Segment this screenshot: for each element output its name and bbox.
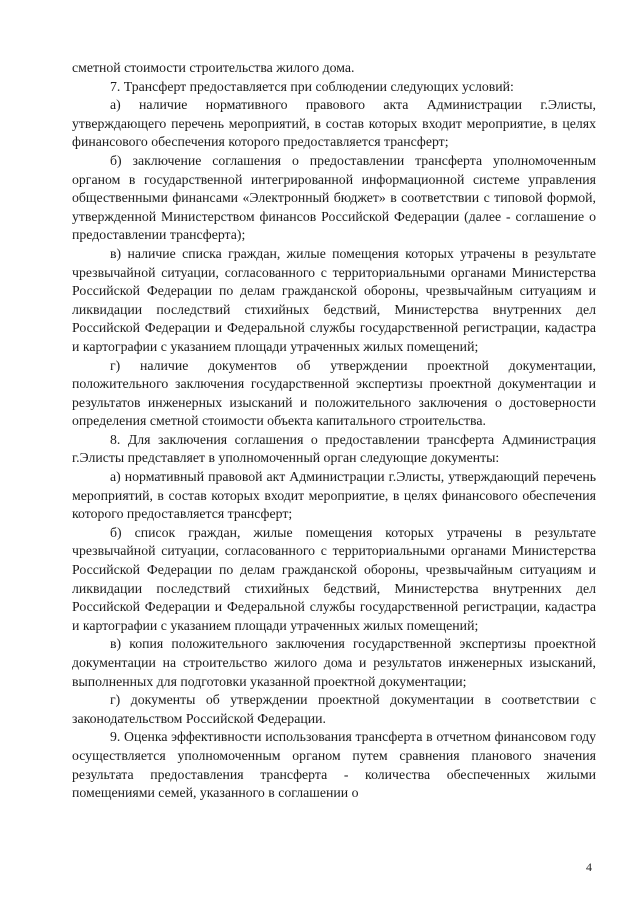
- paragraph-clause-7v: в) наличие списка граждан, жилые помещения которых утрачены в результате чрезвычайной ситуации, согласованного с территориальными органами Министерства Российской Федерации по делам гражданской обороны, чрезвычайным ситуациям и ликвидации последствий стихийных бедствий, Министерства внутренних дел Российской Федерации и Федеральной службы государственной регистрации, кадастра и картографии с указанием площади утраченных жилых помещений;: [72, 245, 596, 354]
- document-body: [72, 59, 596, 803]
- paragraph-clause-8a: а) нормативный правовой акт Администрации г.Элисты, утверждающий перечень мероприятий, в состав которых входит мероприятие, в целях финансового обеспечения которого предоставляется трансферт;: [72, 469, 596, 522]
- page-number: 4: [586, 860, 592, 874]
- paragraph-clause-7b: б) заключение соглашения о предоставлении трансферта уполномоченным органом в государственной интегрированной информационной системе управления общественными финансами «Электронный бюджет» в соответствии с типовой формой, утвержденной Министерством финансов Российской Федерации (далее - соглашение о предоставлении трансферта);: [72, 152, 596, 243]
- paragraph-clause-8: 8. Для заключения соглашения о предоставлении трансферта Администрация г.Элисты представляет в уполномоченный орган следующие документы:: [72, 431, 596, 466]
- paragraph-clause-8g: г) документы об утверждении проектной документации в соответствии с законодательством Российской Федерации.: [72, 692, 596, 726]
- paragraph-clause-7: 7. Трансферт предоставляется при соблюдении следующих условий:: [110, 78, 514, 94]
- paragraph-clause-7a: а) наличие нормативного правового акта Администрации г.Элисты, утверждающего перечень мероприятий, в состав которых входит мероприятие, в целях финансового обеспечения которого предоставляется трансферт;: [72, 97, 596, 150]
- paragraph-clause-9: 9. Оценка эффективности использования трансферта в отчетном финансовом году осуществляется уполномоченным органом путем сравнения планового значения результата предоставления трансферта - количества обеспеченных жилыми помещениями семей, указанного в соглашении о: [72, 729, 596, 801]
- paragraph-clause-7g: г) наличие документов об утверждении проектной документации, положительного заключения государственной экспертизы проектной документации и результатов инженерных изысканий и положительного заключения о достоверности определения сметной стоимости объекта капитального строительства.: [72, 357, 596, 429]
- paragraph-clause-8b: б) список граждан, жилые помещения которых утрачены в результате чрезвычайной ситуации, согласованного с территориальными органами Министерства Российской Федерации по делам гражданской обороны, чрезвычайным ситуациям и ликвидации последствий стихийных бедствий, Министерства внутренних дел Российской Федерации и Федеральной службы государственной регистрации, кадастра и картографии с указанием площади утраченных жилых помещений;: [72, 524, 596, 633]
- paragraph-continuation: сметной стоимости строительства жилого дома.: [72, 60, 355, 75]
- paragraph-clause-8v: в) копия положительного заключения государственной экспертизы проектной документации на строительство жилого дома и результатов инженерных изысканий, выполненных для подготовки указанной проектной документации;: [72, 636, 596, 689]
